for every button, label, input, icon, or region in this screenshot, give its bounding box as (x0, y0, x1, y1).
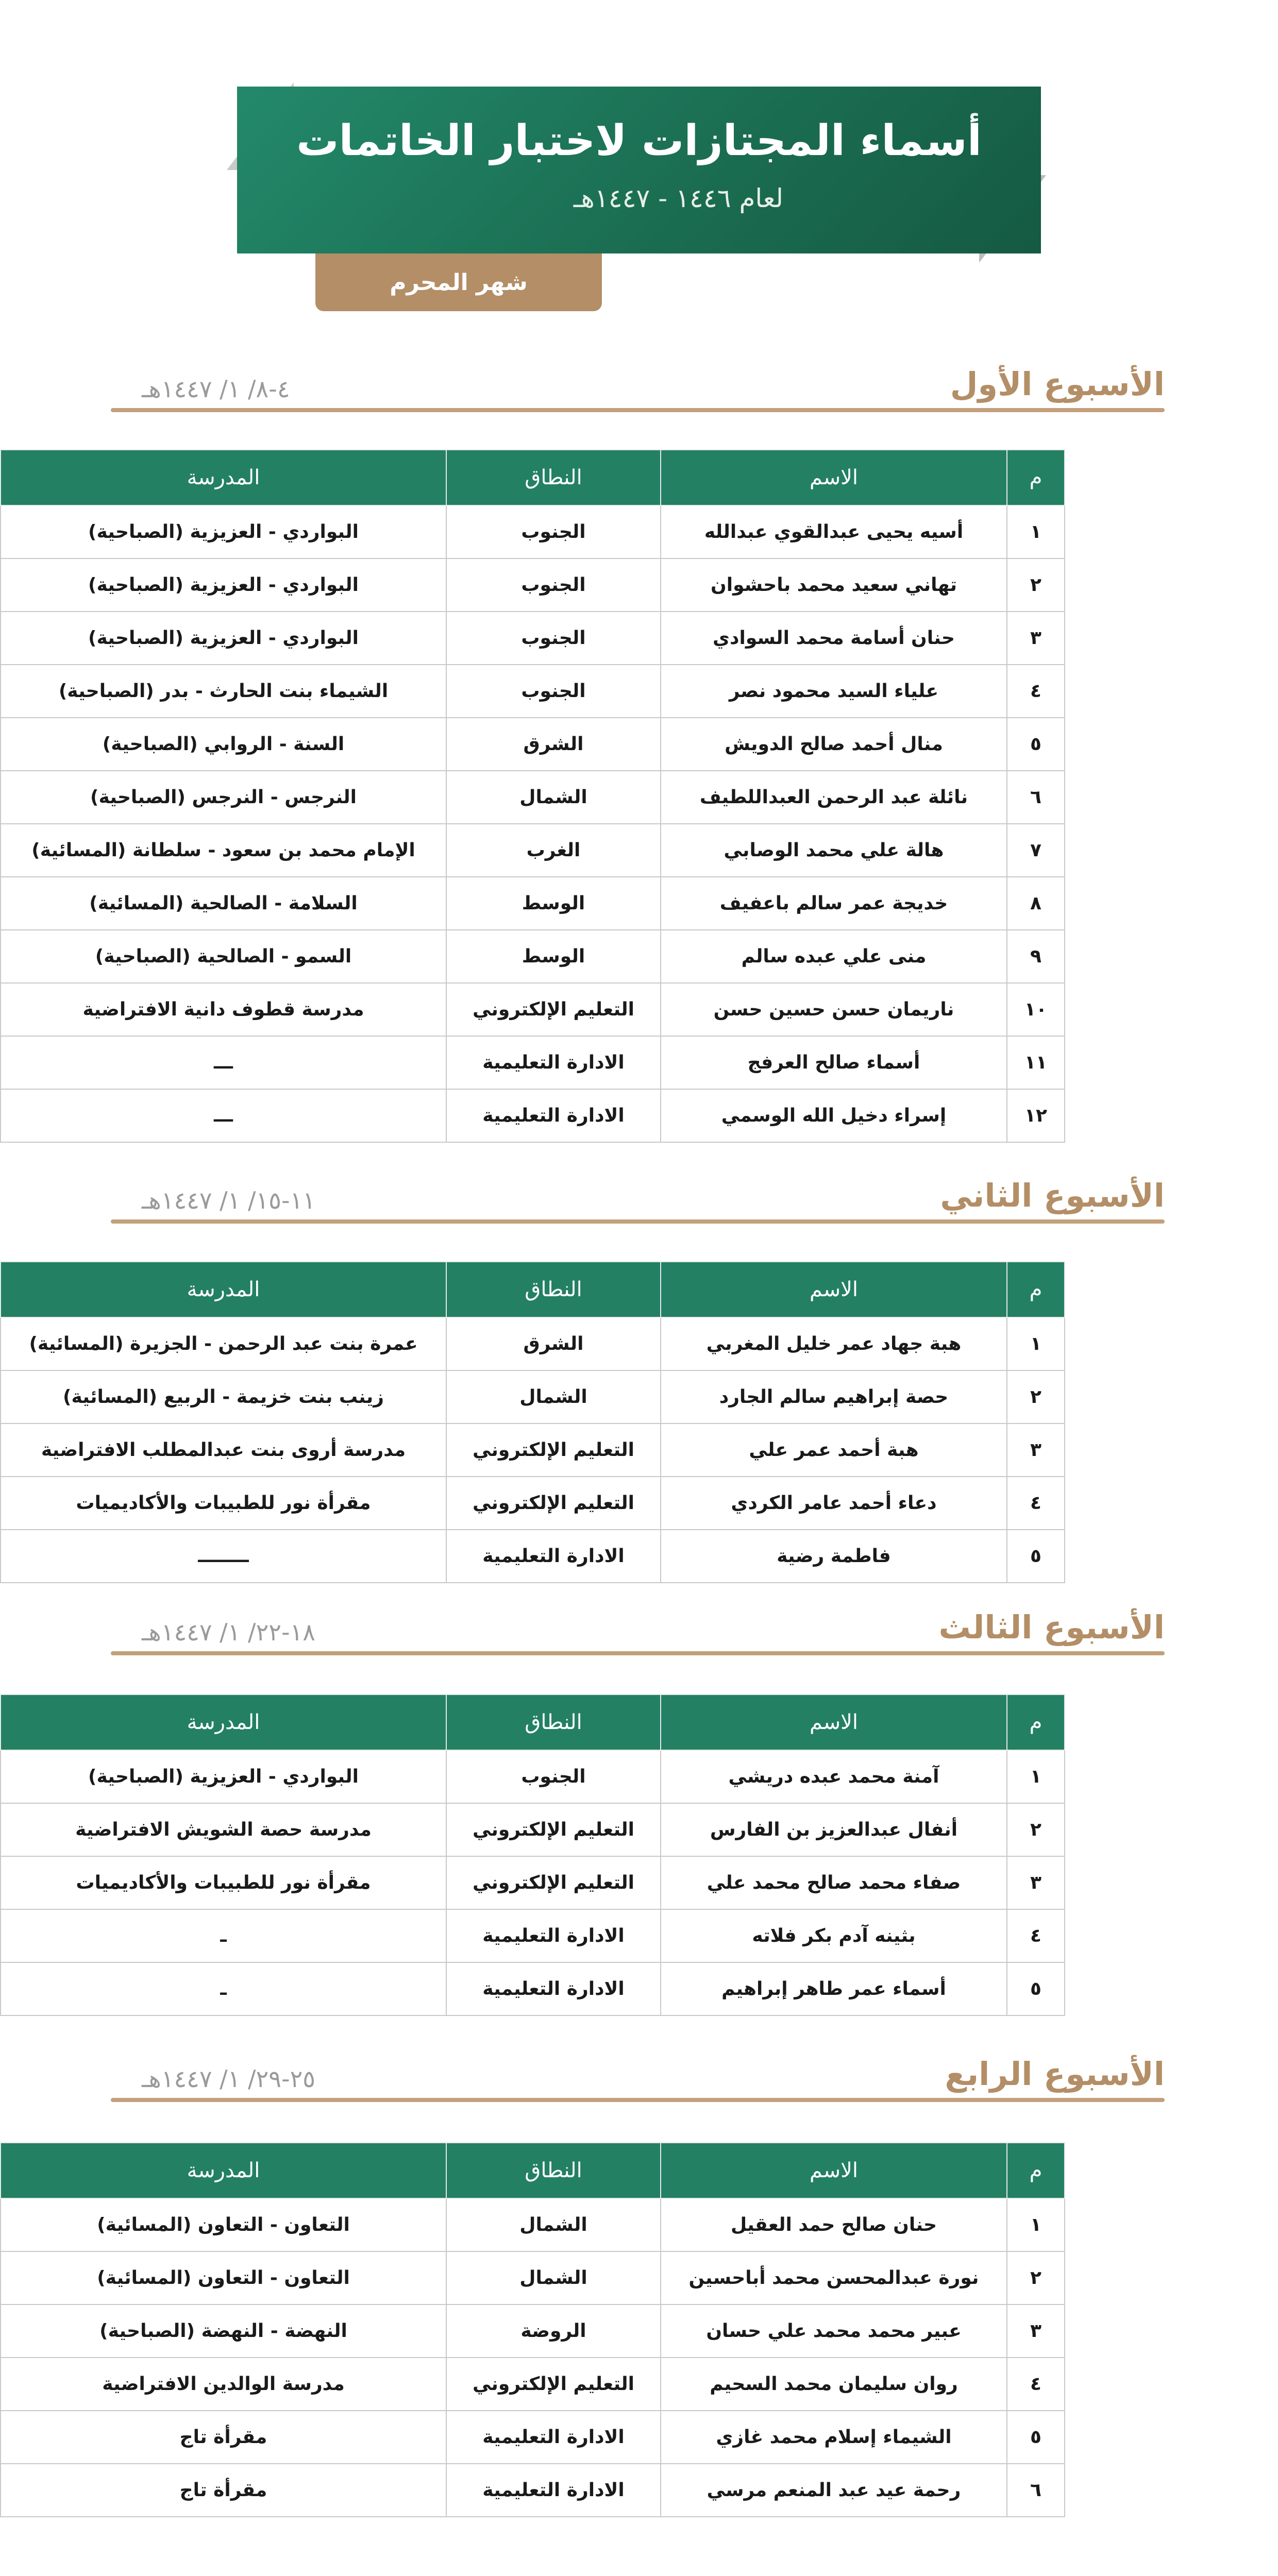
cell-index: ٤ (1007, 665, 1065, 718)
week-table (0, 2142, 1065, 2517)
cell-name: حنان أسامة محمد السوادي (661, 612, 1007, 665)
cell-zone: التعليم الإلكتروني (446, 1803, 661, 1856)
cell-name: هبة جهاد عمر خليل المغربي (661, 1317, 1007, 1370)
table-row (1, 2251, 1065, 2304)
week-title: الأسبوع الثالث (938, 1608, 1165, 1646)
cell-name: رحمة عيد عبد المنعم مرسي (661, 2464, 1007, 2517)
cell-school: البواردي - العزيزية (الصباحية) (1, 612, 446, 665)
week-divider (111, 1219, 1165, 1224)
table-row (1, 1962, 1065, 2015)
cell-zone: الادارة التعليمية (446, 1530, 661, 1583)
cell-index: ٤ (1007, 2358, 1065, 2411)
cell-index: ٩ (1007, 930, 1065, 983)
cell-school: ـــ (1, 1089, 446, 1142)
cell-index: ١٠ (1007, 983, 1065, 1036)
week-header (111, 361, 1175, 412)
table-row (1, 930, 1065, 983)
cell-name: ناريمان حسن حسين حسن (661, 983, 1007, 1036)
cell-zone: التعليم الإلكتروني (446, 1477, 661, 1530)
cell-zone: الوسط (446, 930, 661, 983)
cell-zone: الجنوب (446, 505, 661, 558)
cell-name: إسراء دخيل الله الوسمي (661, 1089, 1007, 1142)
cell-school: ــــــــ (1, 1530, 446, 1583)
col-school-header: المدرسة (1, 1694, 446, 1750)
cell-name: دعاء أحمد عامر الكردي (661, 1477, 1007, 1530)
cell-name: فاطمة رضية (661, 1530, 1007, 1583)
cell-school: زينب بنت خزيمة - الربيع (المسائية) (1, 1370, 446, 1423)
cell-school: ـــ (1, 1036, 446, 1089)
cell-name: أنفال عبدالعزيز بن الفارس (661, 1803, 1007, 1856)
cell-name: منى علي عبده سالم (661, 930, 1007, 983)
cell-index: ٥ (1007, 1530, 1065, 1583)
cell-school: مدرسة أروى بنت عبدالمطلب الافتراضية (1, 1423, 446, 1477)
table-row (1, 824, 1065, 877)
cell-name: آمنة محمد عبده دريشي (661, 1750, 1007, 1803)
cell-name: هالة علي محمد الوصابي (661, 824, 1007, 877)
table-row (1, 1089, 1065, 1142)
table-row (1, 1530, 1065, 1583)
table-row (1, 612, 1065, 665)
week-date: ٤-٨/ ١/ ١٤٤٧هـ (142, 375, 290, 403)
cell-index: ٣ (1007, 2304, 1065, 2358)
col-index-header: م (1007, 1694, 1065, 1750)
col-name-header: الاسم (661, 450, 1007, 505)
cell-index: ١ (1007, 1750, 1065, 1803)
cell-school: التعاون - التعاون (المسائية) (1, 2198, 446, 2251)
week-header-bar (111, 2050, 1175, 2102)
table-row (1, 505, 1065, 558)
cell-index: ٢ (1007, 1803, 1065, 1856)
cell-index: ٣ (1007, 1856, 1065, 1909)
week-divider (111, 1651, 1165, 1655)
week-title: الأسبوع الثاني (940, 1177, 1165, 1214)
col-zone-header: النطاق (446, 1694, 661, 1750)
cell-name: حنان صالح حمد العقيل (661, 2198, 1007, 2251)
cell-school: عمرة بنت عبد الرحمن - الجزيرة (المسائية) (1, 1317, 446, 1370)
cell-zone: الادارة التعليمية (446, 1962, 661, 2015)
week-date: ١١-١٥/ ١/ ١٤٤٧هـ (142, 1187, 315, 1214)
table-row (1, 665, 1065, 718)
week-header (111, 2050, 1175, 2102)
cell-zone: الشمال (446, 1370, 661, 1423)
cell-zone: الشمال (446, 2251, 661, 2304)
cell-school: مدرسة حصة الشويش الافتراضية (1, 1803, 446, 1856)
page-year: لعام ١٤٤٦ - ١٤٤٧هـ (573, 183, 783, 213)
month-tag: شهر المحرم (315, 253, 602, 311)
cell-name: خديجة عمر سالم باعفيف (661, 877, 1007, 930)
cell-index: ١ (1007, 2198, 1065, 2251)
cell-index: ٣ (1007, 612, 1065, 665)
cell-zone: الادارة التعليمية (446, 2464, 661, 2517)
table-row (1, 718, 1065, 771)
cell-name: حصة إبراهيم سالم الجارد (661, 1370, 1007, 1423)
title-banner (237, 87, 1041, 253)
cell-zone: الادارة التعليمية (446, 1036, 661, 1089)
cell-name: روان سليمان محمد السحيم (661, 2358, 1007, 2411)
cell-index: ٢ (1007, 2251, 1065, 2304)
cell-name: صفاء محمد صالح محمد علي (661, 1856, 1007, 1909)
cell-school: مقرأة نور للطبيبات والأكاديميات (1, 1477, 446, 1530)
cell-name: علياء السيد محمود نصر (661, 665, 1007, 718)
col-index-header: م (1007, 2143, 1065, 2198)
cell-zone: التعليم الإلكتروني (446, 1856, 661, 1909)
cell-school: الإمام محمد بن سعود - سلطانة (المسائية) (1, 824, 446, 877)
cell-name: تهاني سعيد محمد باحشوان (661, 558, 1007, 612)
cell-zone: الادارة التعليمية (446, 2411, 661, 2464)
cell-name: بثينه آدم بكر فلاته (661, 1909, 1007, 1962)
table-row (1, 1803, 1065, 1856)
table-header-row (1, 2143, 1065, 2198)
cell-school: السمو - الصالحية (الصباحية) (1, 930, 446, 983)
cell-zone: الشرق (446, 1317, 661, 1370)
table-row (1, 1856, 1065, 1909)
week-header (111, 1604, 1175, 1655)
cell-index: ٥ (1007, 2411, 1065, 2464)
cell-index: ٢ (1007, 1370, 1065, 1423)
cell-zone: الشرق (446, 718, 661, 771)
cell-school: البواردي - العزيزية (الصباحية) (1, 558, 446, 612)
table-row (1, 1750, 1065, 1803)
week-title: الأسبوع الرابع (945, 2055, 1165, 2093)
cell-zone: التعليم الإلكتروني (446, 1423, 661, 1477)
week-title: الأسبوع الأول (950, 365, 1165, 403)
cell-zone: التعليم الإلكتروني (446, 2358, 661, 2411)
table-row (1, 771, 1065, 824)
cell-index: ٥ (1007, 718, 1065, 771)
week-table (0, 449, 1065, 1143)
col-school-header: المدرسة (1, 1262, 446, 1317)
table-row (1, 1423, 1065, 1477)
cell-school: مقرأة تاج (1, 2411, 446, 2464)
cell-index: ١ (1007, 505, 1065, 558)
cell-zone: الجنوب (446, 612, 661, 665)
cell-index: ١١ (1007, 1036, 1065, 1089)
table-header-row (1, 1262, 1065, 1317)
table-header-row (1, 450, 1065, 505)
cell-name: عبير محمد محمد علي حسان (661, 2304, 1007, 2358)
cell-name: أسماء صالح العرفج (661, 1036, 1007, 1089)
cell-zone: الشمال (446, 771, 661, 824)
cell-zone: الادارة التعليمية (446, 1909, 661, 1962)
col-zone-header: النطاق (446, 2143, 661, 2198)
col-zone-header: النطاق (446, 1262, 661, 1317)
cell-zone: الوسط (446, 877, 661, 930)
week-date: ١٨-٢٢/ ١/ ١٤٤٧هـ (142, 1618, 315, 1646)
table-header-row (1, 1694, 1065, 1750)
cell-index: ٤ (1007, 1909, 1065, 1962)
week-header-bar (111, 1172, 1175, 1224)
cell-name: منال أحمد صالح الدويش (661, 718, 1007, 771)
cell-school: السلامة - الصالحية (المسائية) (1, 877, 446, 930)
cell-school: النرجس - النرجس (الصباحية) (1, 771, 446, 824)
cell-index: ١ (1007, 1317, 1065, 1370)
table-row (1, 1317, 1065, 1370)
table-row (1, 2358, 1065, 2411)
cell-index: ٧ (1007, 824, 1065, 877)
cell-index: ٦ (1007, 2464, 1065, 2517)
table-row (1, 2198, 1065, 2251)
cell-school: مقرأة نور للطبيبات والأكاديميات (1, 1856, 446, 1909)
week-table (0, 1261, 1065, 1583)
col-name-header: الاسم (661, 1694, 1007, 1750)
cell-school: البواردي - العزيزية (الصباحية) (1, 1750, 446, 1803)
cell-school: مدرسة الوالدين الافتراضية (1, 2358, 446, 2411)
cell-name: أسيه يحيى عبدالقوي عبدالله (661, 505, 1007, 558)
cell-school: مقرأة تاج (1, 2464, 446, 2517)
week-divider (111, 408, 1165, 412)
cell-index: ٨ (1007, 877, 1065, 930)
col-zone-header: النطاق (446, 450, 661, 505)
cell-school: البواردي - العزيزية (الصباحية) (1, 505, 446, 558)
cell-index: ٣ (1007, 1423, 1065, 1477)
week-header (111, 1172, 1175, 1224)
table-row (1, 1370, 1065, 1423)
cell-zone: الروضة (446, 2304, 661, 2358)
cell-school: التعاون - التعاون (المسائية) (1, 2251, 446, 2304)
col-school-header: المدرسة (1, 450, 446, 505)
cell-index: ٤ (1007, 1477, 1065, 1530)
week-divider (111, 2098, 1165, 2102)
cell-name: الشيماء إسلام محمد غازي (661, 2411, 1007, 2464)
col-school-header: المدرسة (1, 2143, 446, 2198)
cell-name: هبة أحمد عمر علي (661, 1423, 1007, 1477)
cell-school: ـ (1, 1909, 446, 1962)
cell-zone: الشمال (446, 2198, 661, 2251)
table-row (1, 983, 1065, 1036)
cell-name: نائلة عبد الرحمن العبداللطيف (661, 771, 1007, 824)
cell-zone: الجنوب (446, 1750, 661, 1803)
cell-school: النهضة - النهضة (الصباحية) (1, 2304, 446, 2358)
cell-school: الشيماء بنت الحارث - بدر (الصباحية) (1, 665, 446, 718)
week-header-bar (111, 361, 1175, 412)
week-date: ٢٥-٢٩/ ١/ ١٤٤٧هـ (142, 2065, 315, 2093)
table-row (1, 1036, 1065, 1089)
table-row (1, 877, 1065, 930)
week-header-bar (111, 1604, 1175, 1655)
col-name-header: الاسم (661, 1262, 1007, 1317)
table-row (1, 2464, 1065, 2517)
page-title: أسماء المجتازات لاختبار الخاتمات (296, 116, 982, 165)
cell-school: ـ (1, 1962, 446, 2015)
cell-name: نورة عبدالمحسن محمد أباحسين (661, 2251, 1007, 2304)
cell-school: مدرسة قطوف دانية الافتراضية (1, 983, 446, 1036)
week-table (0, 1694, 1065, 2016)
cell-zone: التعليم الإلكتروني (446, 983, 661, 1036)
col-index-header: م (1007, 450, 1065, 505)
cell-index: ١٢ (1007, 1089, 1065, 1142)
cell-zone: الغرب (446, 824, 661, 877)
table-row (1, 2411, 1065, 2464)
cell-name: أسماء عمر طاهر إبراهيم (661, 1962, 1007, 2015)
cell-index: ٦ (1007, 771, 1065, 824)
col-name-header: الاسم (661, 2143, 1007, 2198)
table-row (1, 558, 1065, 612)
table-row (1, 2304, 1065, 2358)
cell-zone: الجنوب (446, 665, 661, 718)
table-row (1, 1909, 1065, 1962)
cell-zone: الجنوب (446, 558, 661, 612)
cell-school: السنة - الروابي (الصباحية) (1, 718, 446, 771)
table-row (1, 1477, 1065, 1530)
col-index-header: م (1007, 1262, 1065, 1317)
cell-zone: الادارة التعليمية (446, 1089, 661, 1142)
cell-index: ٢ (1007, 558, 1065, 612)
cell-index: ٥ (1007, 1962, 1065, 2015)
